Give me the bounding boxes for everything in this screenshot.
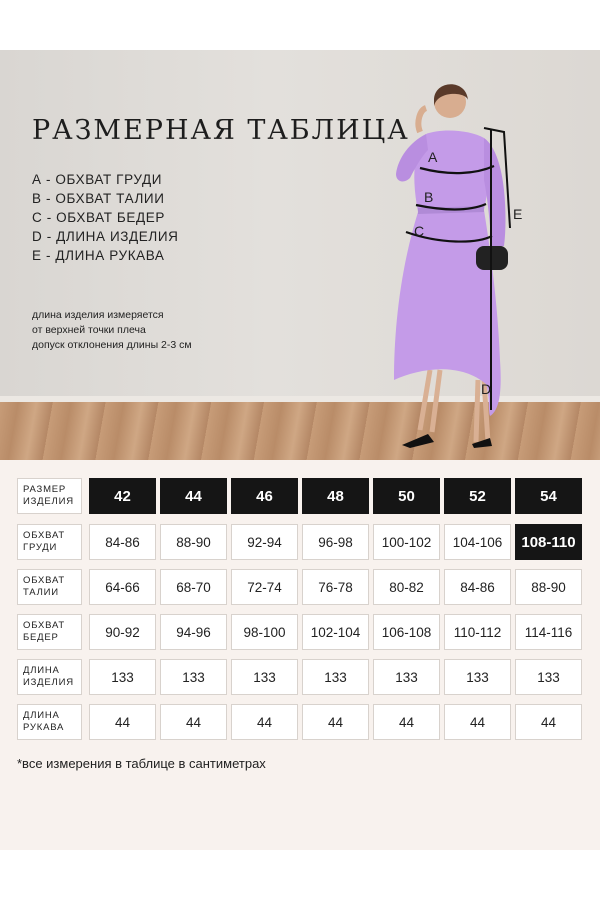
table-cell: 133 (160, 659, 227, 695)
table-cell: 44 (231, 704, 298, 740)
legend-item-b: В - ОБХВАТ ТАЛИИ (32, 191, 165, 206)
table-cell: 68-70 (160, 569, 227, 605)
table-cell: 106-108 (373, 614, 440, 650)
table-cell: 88-90 (515, 569, 582, 605)
table-cell: 64-66 (89, 569, 156, 605)
table-cell: 102-104 (302, 614, 369, 650)
row-label-line: ДЛИНА (23, 665, 60, 676)
note-line: от верхней точки плеча (32, 324, 146, 336)
table-cell: 92-94 (231, 524, 298, 560)
table-cell: 133 (373, 659, 440, 695)
row-label-line: ОБХВАТ (23, 620, 65, 631)
table-cell: 133 (444, 659, 511, 695)
table-cell: 90-92 (89, 614, 156, 650)
table-cell: 44 (373, 704, 440, 740)
size-header-cell: 52 (444, 478, 511, 514)
table-cell: 76-78 (302, 569, 369, 605)
note-line: допуск отклонения длины 2-3 см (32, 339, 192, 351)
legend-item-d: D - ДЛИНА ИЗДЕЛИЯ (32, 229, 179, 244)
table-cell: 133 (302, 659, 369, 695)
row-label-line: РАЗМЕР (23, 484, 67, 495)
table-cell: 100-102 (373, 524, 440, 560)
table-cell: 80-82 (373, 569, 440, 605)
note-line: длина изделия измеряется (32, 309, 164, 321)
row-label-line: БЕДЕР (23, 632, 59, 643)
row-label (17, 704, 82, 740)
marker-b: B (424, 189, 434, 205)
size-header-cell: 48 (302, 478, 369, 514)
hero-photo (0, 50, 600, 460)
size-header-cell: 46 (231, 478, 298, 514)
row-label-line: ИЗДЕЛИЯ (23, 496, 74, 507)
model-illustration (380, 50, 600, 460)
table-cell: 44 (302, 704, 369, 740)
row-label (17, 524, 82, 560)
table-cell: 44 (515, 704, 582, 740)
table-cell: 133 (89, 659, 156, 695)
row-label (17, 478, 82, 514)
row-label-line: ГРУДИ (23, 542, 58, 553)
marker-d: D (481, 381, 492, 397)
table-cell: 84-86 (444, 569, 511, 605)
footer-note: *все измерения в таблице в сантиметрах (17, 756, 266, 771)
marker-c: C (414, 223, 425, 239)
table-cell: 108-110 (515, 524, 582, 560)
marker-a: A (428, 149, 438, 165)
size-header-cell: 44 (160, 478, 227, 514)
table-cell: 96-98 (302, 524, 369, 560)
size-header-cell: 54 (515, 478, 582, 514)
size-header-cell: 42 (89, 478, 156, 514)
table-cell: 94-96 (160, 614, 227, 650)
row-label-line: ОБХВАТ (23, 530, 65, 541)
row-label-line: ОБХВАТ (23, 575, 65, 586)
table-cell: 104-106 (444, 524, 511, 560)
model-arm (418, 108, 426, 132)
marker-e: E (513, 206, 523, 222)
size-chart-sheet (0, 50, 600, 850)
measurement-legend (32, 170, 178, 265)
row-label-line: ТАЛИИ (23, 587, 59, 598)
table-cell: 110-112 (444, 614, 511, 650)
table-cell: 88-90 (160, 524, 227, 560)
length-note (32, 308, 192, 353)
table-cell: 133 (515, 659, 582, 695)
row-label (17, 569, 82, 605)
table-cell: 44 (160, 704, 227, 740)
table-cell: 133 (231, 659, 298, 695)
table-cell: 44 (444, 704, 511, 740)
table-cell: 98-100 (231, 614, 298, 650)
model-legs (420, 370, 488, 442)
legend-item-a: А - ОБХВАТ ГРУДИ (32, 172, 163, 187)
legend-item-c: С - ОБХВАТ БЕДЕР (32, 210, 165, 225)
table-cell: 44 (89, 704, 156, 740)
row-label-line: ДЛИНА (23, 710, 60, 721)
size-header-cell: 50 (373, 478, 440, 514)
row-label-line: РУКАВА (23, 722, 65, 733)
row-label (17, 614, 82, 650)
row-label (17, 659, 82, 695)
table-cell: 114-116 (515, 614, 582, 650)
legend-item-e: Е - ДЛИНА РУКАВА (32, 248, 165, 263)
page-title: РАЗМЕРНАЯ ТАБЛИЦА (32, 115, 410, 146)
table-cell: 72-74 (231, 569, 298, 605)
table-cell: 84-86 (89, 524, 156, 560)
row-label-line: ИЗДЕЛИЯ (23, 677, 74, 688)
